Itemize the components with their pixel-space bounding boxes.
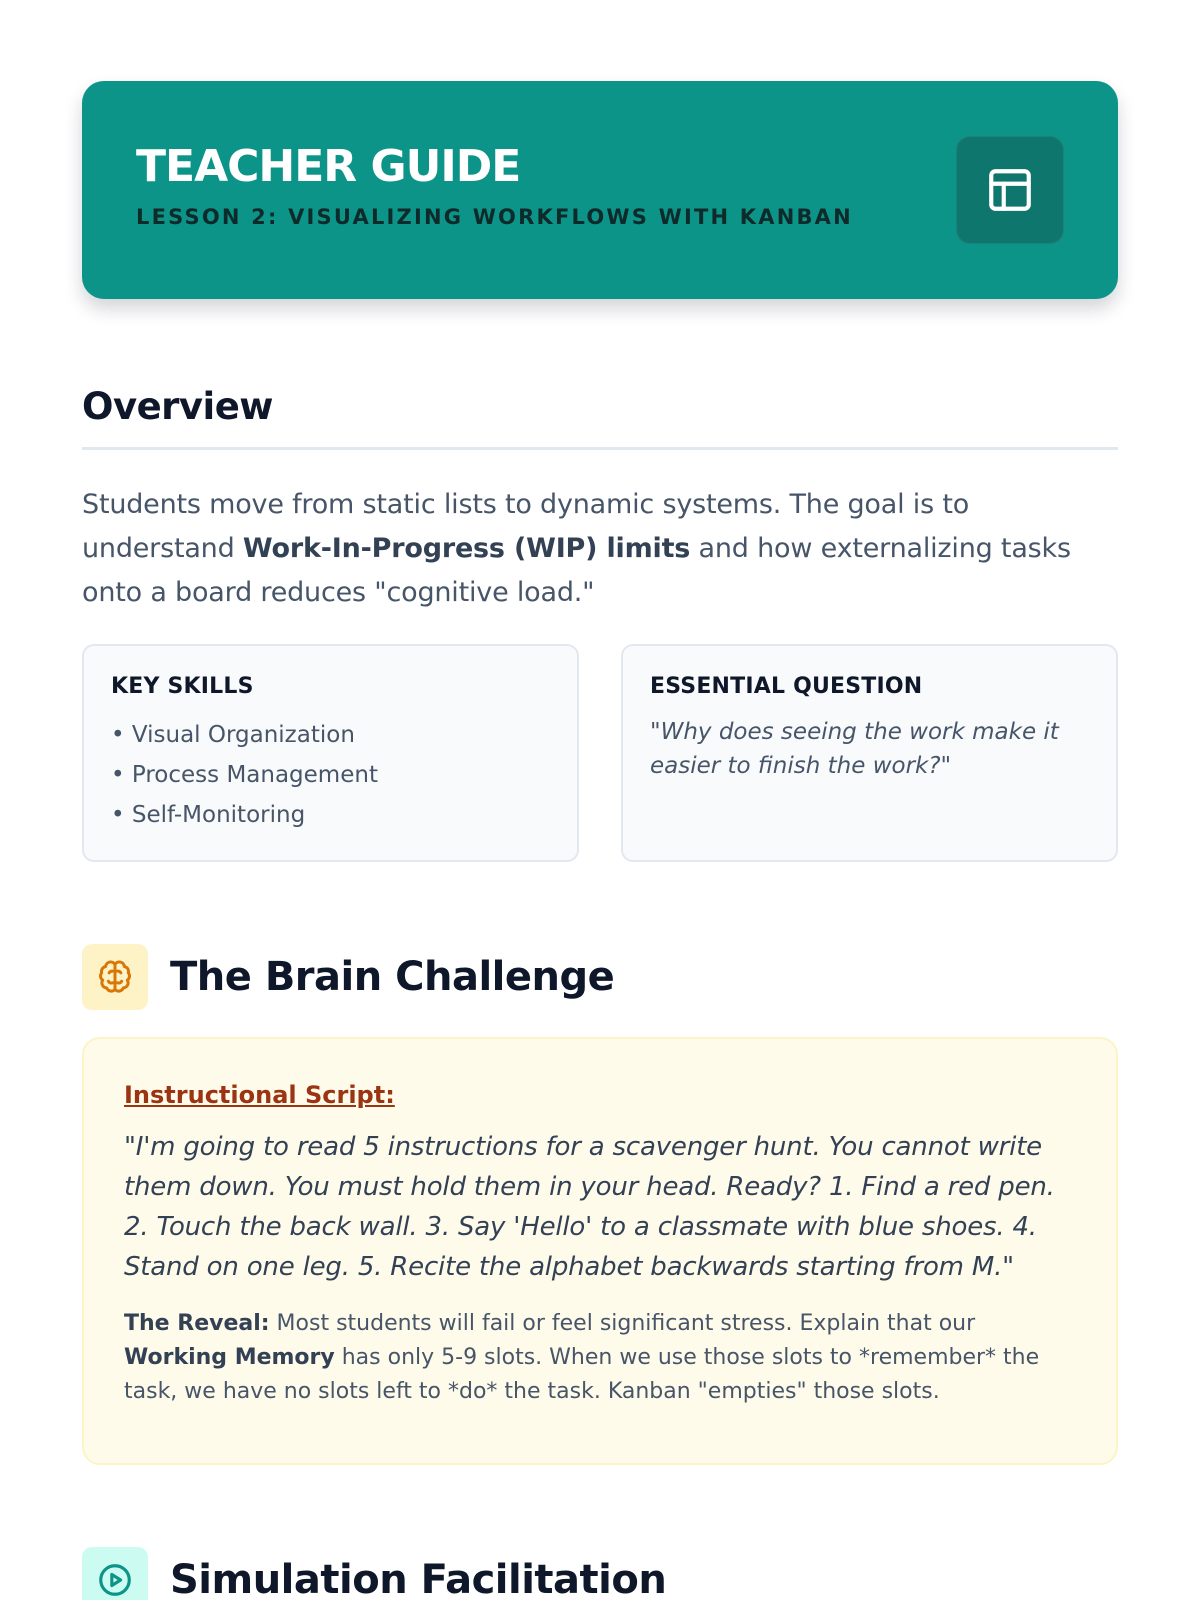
hero-banner bbox=[82, 81, 1118, 299]
brain-challenge-title: The Brain Challenge bbox=[170, 954, 615, 1000]
list-item: • Process Management bbox=[111, 755, 550, 795]
brain-icon-box bbox=[82, 944, 148, 1010]
section-divider bbox=[82, 447, 1118, 450]
intro-text-1: Students move from static lists to dynamic systems. The goal is to understand bbox=[82, 489, 970, 564]
layout-panel-icon bbox=[985, 165, 1035, 215]
brain-challenge-section bbox=[82, 944, 1118, 1465]
reveal-part-2: has only 5-9 slots. When we use those slots to *remember* the task, we have no slots left to *do* the task. Kanban "empties" those slots. bbox=[124, 1345, 1040, 1404]
simulation-section bbox=[82, 1547, 1118, 1600]
overview-heading: Overview bbox=[82, 385, 273, 428]
reveal-label: The Reveal: bbox=[124, 1311, 270, 1336]
intro-text-2: and how externalizing tasks onto a board reduces "cognitive load." bbox=[82, 533, 1071, 608]
essential-question-text: "Why does seeing the work make it easier to finish the work?" bbox=[650, 719, 1059, 779]
working-memory-term: Working Memory bbox=[124, 1345, 335, 1370]
script-quote: "I'm going to read 5 instructions for a scavenger hunt. You cannot write them down. You must hold them in your head. Ready? 1. Find a red pen. 2. Touch the back wall. 3. Say 'Hello' to a classmate with blue shoes. 4. Stand on one leg. 5. Recite the alphabet backwards starting from M." bbox=[124, 1132, 1055, 1282]
lesson-subtitle: LESSON 2: VISUALIZING WORKFLOWS WITH KANBAN bbox=[136, 205, 853, 229]
intro-wip-term: Work-In-Progress (WIP) limits bbox=[242, 533, 691, 564]
hero-icon-box bbox=[956, 136, 1064, 244]
instructional-script-box bbox=[82, 1037, 1118, 1465]
play-circle-icon bbox=[96, 1561, 134, 1599]
essential-question-card bbox=[621, 644, 1118, 862]
play-icon-box bbox=[82, 1547, 148, 1600]
page-title: TEACHER GUIDE bbox=[136, 141, 521, 192]
reveal-text bbox=[124, 1307, 1076, 1409]
reveal-part-1: Most students will fail or feel significant stress. Explain that our bbox=[269, 1311, 976, 1336]
key-skills-card bbox=[82, 644, 579, 862]
overview-section bbox=[82, 385, 1118, 862]
teacher-guide-page bbox=[0, 81, 1200, 1600]
brain-challenge-header bbox=[82, 944, 1118, 1010]
script-label: Instructional Script: bbox=[124, 1081, 395, 1109]
brain-icon bbox=[95, 957, 135, 997]
key-skills-heading: KEY SKILLS bbox=[111, 674, 254, 699]
essential-question-heading: ESSENTIAL QUESTION bbox=[650, 674, 923, 699]
overview-cards bbox=[82, 644, 1118, 862]
key-skills-list bbox=[111, 715, 550, 835]
overview-intro bbox=[82, 483, 1118, 615]
simulation-header bbox=[82, 1547, 1118, 1600]
list-item: • Self-Monitoring bbox=[111, 795, 550, 835]
list-item: • Visual Organization bbox=[111, 715, 550, 755]
simulation-title: Simulation Facilitation bbox=[170, 1557, 667, 1600]
